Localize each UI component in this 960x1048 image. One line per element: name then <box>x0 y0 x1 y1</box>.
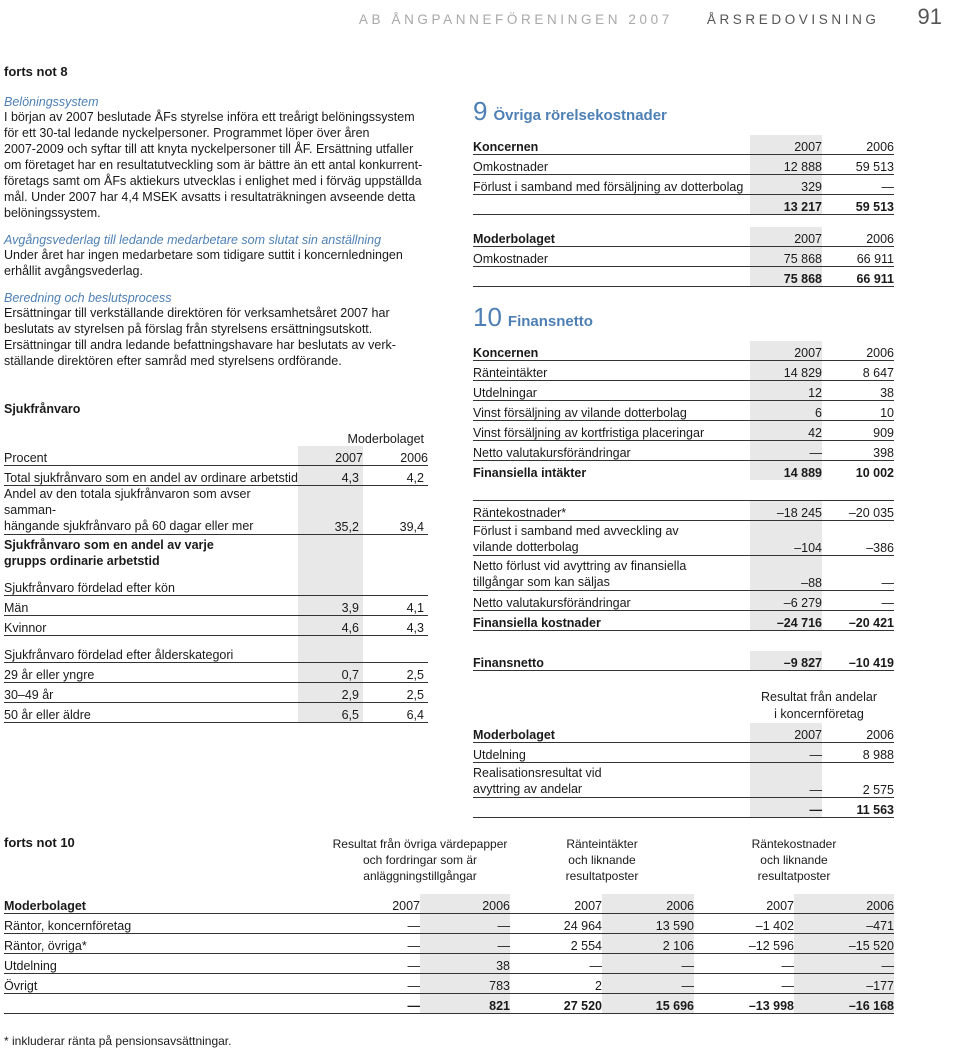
cell-value: 3,9 <box>298 596 363 616</box>
table-row <box>473 381 894 401</box>
row-label: Sjukfrånvaro som en andel av varje grupps ordinarie arbetstid <box>4 538 214 568</box>
cell-value: — <box>330 974 420 994</box>
row-label: Sjukfrånvaro fördelad efter kön <box>4 569 298 596</box>
paragraph-line: om företaget har en resultatutveckling som är bättre än ett antal konkurrent- <box>4 158 423 172</box>
sick-leave-title: Sjukfrånvaro <box>4 402 81 416</box>
row-label: Netto förlust vid avyttring av finansiella tillgångar som kan säljas <box>473 556 750 591</box>
row-label: Moderbolaget <box>4 894 330 914</box>
cell-value: 2,5 <box>363 683 428 703</box>
cell-value: — <box>330 934 420 954</box>
row-label: Finansiella kostnader <box>473 611 750 631</box>
table-row <box>473 556 894 591</box>
section-heading: Avgångsvederlag till ledande medarbetare som slutat sin anställning <box>4 233 382 247</box>
table-row <box>4 974 894 994</box>
note10-koncern-table <box>473 341 894 671</box>
cell-value: 14 829 <box>750 361 822 381</box>
row-label: Koncernen <box>473 341 750 361</box>
cell-value: 35,2 <box>298 486 363 535</box>
cell-value: 13 590 <box>602 914 694 934</box>
section-heading: Beredning och beslutsprocess <box>4 291 172 305</box>
table-row <box>4 914 894 934</box>
header-row <box>4 894 894 914</box>
header-doc: ÅRSREDOVISNING <box>706 12 880 27</box>
sick-leave-table <box>4 420 428 723</box>
cell-value: — <box>750 743 822 763</box>
row-label: Utdelningar <box>473 381 750 401</box>
note10-number: 10 <box>473 302 502 332</box>
section-heading: Belöningssystem <box>4 95 99 109</box>
row-label: Koncernen <box>473 135 750 155</box>
cell-value: 66 911 <box>822 247 894 267</box>
cell-value: –24 716 <box>750 611 822 631</box>
column-group-label: Ränteintäkter och liknande resultatposter <box>565 837 639 883</box>
paragraph-line: Ersättningar till verkställande direktören för verksamhetsåret 2007 har <box>4 306 390 320</box>
cell-value: –88 <box>750 556 822 591</box>
cell-value: 4,3 <box>298 466 363 486</box>
table-row <box>473 763 894 798</box>
cell-value <box>363 569 428 596</box>
cell-value: 13 217 <box>750 195 822 215</box>
cell-value: 398 <box>822 441 894 461</box>
row-label: 30–49 år <box>4 683 298 703</box>
total-row <box>473 611 894 631</box>
cell-value: — <box>694 974 794 994</box>
header-org: AB ÅNGPANNEFÖRENINGEN 2007 <box>358 12 673 27</box>
table-row <box>4 636 428 663</box>
cell-value: 783 <box>420 974 510 994</box>
note9-number: 9 <box>473 96 488 126</box>
row-label: 29 år eller yngre <box>4 663 298 683</box>
row-label: Utdelning <box>4 954 330 974</box>
cell-value: 909 <box>822 421 894 441</box>
table-row <box>4 486 428 535</box>
cell-value: 12 <box>750 381 822 401</box>
row-label: Realisationsresultat vid avyttring av andelar <box>473 763 750 798</box>
row-label: Moderbolaget <box>473 723 750 743</box>
group-header-row <box>4 420 428 446</box>
cell-value: 2007 <box>510 894 602 914</box>
column-group-label: Räntekostnader och liknande resultatposter <box>751 837 837 883</box>
note10-title: Finansnetto <box>507 313 593 330</box>
table-row <box>4 683 428 703</box>
header-row <box>473 341 894 361</box>
row-label: Finansiella intäkter <box>473 466 587 480</box>
cell-value: — <box>602 954 694 974</box>
cell-value <box>298 535 363 570</box>
row-label: Sjukfrånvaro fördelad efter ålderskategori <box>4 636 298 663</box>
cell-value: 10 <box>822 401 894 421</box>
spacer-row <box>473 480 894 501</box>
cell-value: 59 513 <box>822 155 894 175</box>
note10-block <box>473 302 894 818</box>
table-row <box>473 155 894 175</box>
row-label: Omkostnader <box>473 155 750 175</box>
table-row <box>4 535 428 570</box>
left-column <box>4 64 429 369</box>
cell-value: — <box>330 914 420 934</box>
cell-value: –6 279 <box>750 591 822 611</box>
cell-value: 2 554 <box>510 934 602 954</box>
cell-value: –13 998 <box>694 994 794 1014</box>
cell-value: 2007 <box>694 894 794 914</box>
cell-value: 24 964 <box>510 914 602 934</box>
table-row <box>473 421 894 441</box>
cell-value: 2006 <box>822 723 894 743</box>
paragraph-line: Ersättningar till andra ledande befattningshavare har beslutats av verk- <box>4 338 396 352</box>
cell-value: 2 106 <box>602 934 694 954</box>
cell-value: — <box>822 556 894 591</box>
note9-moderbolag-table <box>473 227 894 287</box>
cell-value: –9 827 <box>750 651 822 671</box>
cell-value <box>363 636 428 663</box>
row-label: Moderbolaget <box>473 227 750 247</box>
row-label: Förlust i samband med avveckling av vilande dotterbolag <box>473 521 750 556</box>
cell-value: –18 245 <box>750 501 822 521</box>
cell-value: 0,7 <box>298 663 363 683</box>
cell-value: 6,4 <box>363 703 428 723</box>
cell-value: –12 596 <box>694 934 794 954</box>
row-label: Räntor, övriga* <box>4 934 330 954</box>
cell-value: 4,2 <box>363 466 428 486</box>
cell-value: 2006 <box>822 135 894 155</box>
paragraph-line: för ett 30-tal ledande nyckelpersoner. Programmet löper över åren <box>4 126 370 140</box>
table-row <box>473 175 894 195</box>
cell-value: — <box>750 441 822 461</box>
paragraph-line: företags samt om ÅFs aktiekurs utvecklas i enlighet med i förväg uppställda <box>4 174 422 188</box>
forts-not10-table <box>4 836 894 1014</box>
section-paragraph <box>4 305 429 369</box>
cell-value: 6 <box>750 401 822 421</box>
group-label: Moderbolaget <box>347 432 424 446</box>
cell-value: — <box>822 175 894 195</box>
spacer <box>4 420 298 446</box>
section-paragraph <box>4 109 429 221</box>
table-row <box>473 798 894 818</box>
header-row <box>473 227 894 247</box>
cell-value: –386 <box>822 521 894 556</box>
cell-value: 2,5 <box>363 663 428 683</box>
table-row <box>473 501 894 521</box>
cell-value: 12 888 <box>750 155 822 175</box>
cell-value: 329 <box>750 175 822 195</box>
table-row <box>473 743 894 763</box>
cell-value: — <box>602 974 694 994</box>
cell-value: –104 <box>750 521 822 556</box>
left-text-sections <box>4 95 429 369</box>
row-label: Total sjukfrånvaro som en andel av ordinare arbetstid <box>4 466 298 486</box>
paragraph-line: ställande direktören efter samråd med styrelsens ordförande. <box>4 354 342 368</box>
table-row <box>4 703 428 723</box>
row-label: Övrigt <box>4 974 330 994</box>
paragraph-line: beslutats av styrelsen på förslag från styrelsens ersättningsutskott. <box>4 322 373 336</box>
cell-value: –16 168 <box>794 994 894 1014</box>
cell-value: 2 575 <box>822 763 894 798</box>
row-label: Finansnetto <box>473 651 750 671</box>
row-label <box>4 994 330 1014</box>
page-header <box>358 4 942 29</box>
table-row <box>473 441 894 461</box>
cell-value: — <box>330 954 420 974</box>
cell-value: — <box>822 591 894 611</box>
header-row <box>473 135 894 155</box>
cell-value: 4,3 <box>363 616 428 636</box>
cell-value: 66 911 <box>822 267 894 287</box>
table-row <box>473 247 894 267</box>
cell-value: 10 002 <box>855 466 894 480</box>
cell-value: 2007 <box>750 135 822 155</box>
cell-value: –10 419 <box>822 651 894 671</box>
table-row <box>4 616 428 636</box>
cell-value: 4,6 <box>298 616 363 636</box>
cell-value: –20 421 <box>822 611 894 631</box>
cell-value: — <box>794 954 894 974</box>
cell-value: 4,1 <box>363 596 428 616</box>
table-row <box>473 195 894 215</box>
row-label: Procent <box>4 446 298 466</box>
paragraph-line: I början av 2007 beslutade ÅFs styrelse införa ett treårigt belöningssystem <box>4 110 415 124</box>
paragraph-line: belöningssystem. <box>4 206 101 220</box>
cell-value: 2006 <box>602 894 694 914</box>
table-row <box>4 596 428 616</box>
left-title: forts not 8 <box>4 64 68 79</box>
note9-block <box>473 96 894 287</box>
paragraph-line: Under året har ingen medarbetare som tidigare suttit i koncernledningen <box>4 248 403 262</box>
cell-value: 75 868 <box>750 247 822 267</box>
group-header-row <box>4 836 894 892</box>
note10-parent-group: Resultat från andelar i koncernföretag <box>760 690 878 721</box>
cell-value: –15 520 <box>794 934 894 954</box>
cell-value: 2007 <box>750 723 822 743</box>
cell-value: 2 <box>510 974 602 994</box>
cell-value: –20 035 <box>822 501 894 521</box>
cell-value: 821 <box>420 994 510 1014</box>
cell-value <box>363 535 428 570</box>
cell-value: 38 <box>420 954 510 974</box>
cell-value: 2006 <box>363 446 428 466</box>
row-label: Vinst försäljning av vilande dotterbolag <box>473 401 750 421</box>
cell-value: — <box>420 914 510 934</box>
cell-value: 2006 <box>822 341 894 361</box>
cell-value: — <box>750 798 822 818</box>
row-label: Netto valutakursförändringar <box>473 441 750 461</box>
net-row <box>473 651 894 671</box>
note10-heading <box>473 302 894 333</box>
cell-value: — <box>694 954 794 974</box>
cell-value: 2007 <box>330 894 420 914</box>
table-row <box>473 267 894 287</box>
table-row <box>4 934 894 954</box>
cell-value: 39,4 <box>363 486 428 535</box>
cell-value: 15 696 <box>602 994 694 1014</box>
cell-value: 75 868 <box>750 267 822 287</box>
cell-value: 59 513 <box>822 195 894 215</box>
header-row <box>473 723 894 743</box>
cell-value: 2006 <box>794 894 894 914</box>
row-label: Omkostnader <box>473 247 750 267</box>
note9-koncern-table <box>473 135 894 215</box>
table-row <box>4 994 894 1014</box>
page-number: 91 <box>917 4 942 29</box>
header-row <box>4 446 428 466</box>
cell-value: 38 <box>822 381 894 401</box>
bottom-block <box>4 836 894 1048</box>
table-row <box>473 361 894 381</box>
paragraph-line: 2007-2009 och syftar till att knyta nyckelpersoner till ÅF. Ersättning utfaller <box>4 142 414 156</box>
note10-moderbolag-table <box>473 723 894 818</box>
cell-value <box>298 636 363 663</box>
paragraph-line: mål. Under 2007 har 4,4 MSEK avsatts i resultaträkningen avseende detta <box>4 190 416 204</box>
cell-value: –177 <box>794 974 894 994</box>
row-label: Män <box>4 596 298 616</box>
bottom-title: forts not 10 <box>4 835 75 850</box>
cell-value: 2007 <box>298 446 363 466</box>
paragraph-line: erhållit avgångsvederlag. <box>4 264 143 278</box>
cell-value: — <box>510 954 602 974</box>
row-label: Ränteintäkter <box>473 361 750 381</box>
cell-value: 2,9 <box>298 683 363 703</box>
row-label <box>473 267 750 287</box>
cell-value: –1 402 <box>694 914 794 934</box>
row-label: Andel av den totala sjukfrånvaron som avser samman- hängande sjukfrånvaro på 60 dagar eller mer <box>4 486 298 535</box>
cell-value: 2006 <box>420 894 510 914</box>
cell-value: 2006 <box>822 227 894 247</box>
row-label: Netto valutakursförändringar <box>473 591 750 611</box>
row-label: Räntor, koncernföretag <box>4 914 330 934</box>
table-row <box>473 401 894 421</box>
cell-value: — <box>330 994 420 1014</box>
row-label <box>473 798 750 818</box>
cell-value: 8 647 <box>822 361 894 381</box>
table-row <box>473 591 894 611</box>
cell-value: 11 563 <box>822 798 894 818</box>
note9-heading <box>473 96 894 127</box>
footnote: * inkluderar ränta på pensionsavsättningar. <box>4 1034 232 1048</box>
table-row <box>4 954 894 974</box>
cell-value: 8 988 <box>822 743 894 763</box>
cell-value: 6,5 <box>298 703 363 723</box>
total-row <box>473 461 894 481</box>
row-label: Kvinnor <box>4 616 298 636</box>
section-paragraph <box>4 247 429 279</box>
row-label: Förlust i samband med försäljning av dotterbolag <box>473 175 750 195</box>
row-label: Vinst försäljning av kortfristiga placeringar <box>473 421 750 441</box>
table-row <box>473 521 894 556</box>
cell-value: 2007 <box>750 341 822 361</box>
row-label: Räntekostnader* <box>473 501 750 521</box>
cell-value: 27 520 <box>510 994 602 1014</box>
cell-value: 2007 <box>750 227 822 247</box>
sick-leave-block <box>4 402 428 723</box>
note9-title: Övriga rörelsekostnader <box>493 107 667 124</box>
column-group-label: Resultat från övriga värdepapper och fordringar som är anläggningstillgångar <box>332 837 508 883</box>
row-label <box>473 195 750 215</box>
cell-value: 42 <box>750 421 822 441</box>
table-row <box>4 663 428 683</box>
table-row <box>4 466 428 486</box>
cell-value: 14 889 <box>750 461 822 481</box>
cell-value: — <box>420 934 510 954</box>
cell-value: — <box>750 763 822 798</box>
row-label: 50 år eller äldre <box>4 703 298 723</box>
row-label: Utdelning <box>473 743 750 763</box>
spacer-row <box>473 631 894 652</box>
cell-value: –471 <box>794 914 894 934</box>
table-row <box>4 569 428 596</box>
cell-value <box>298 569 363 596</box>
